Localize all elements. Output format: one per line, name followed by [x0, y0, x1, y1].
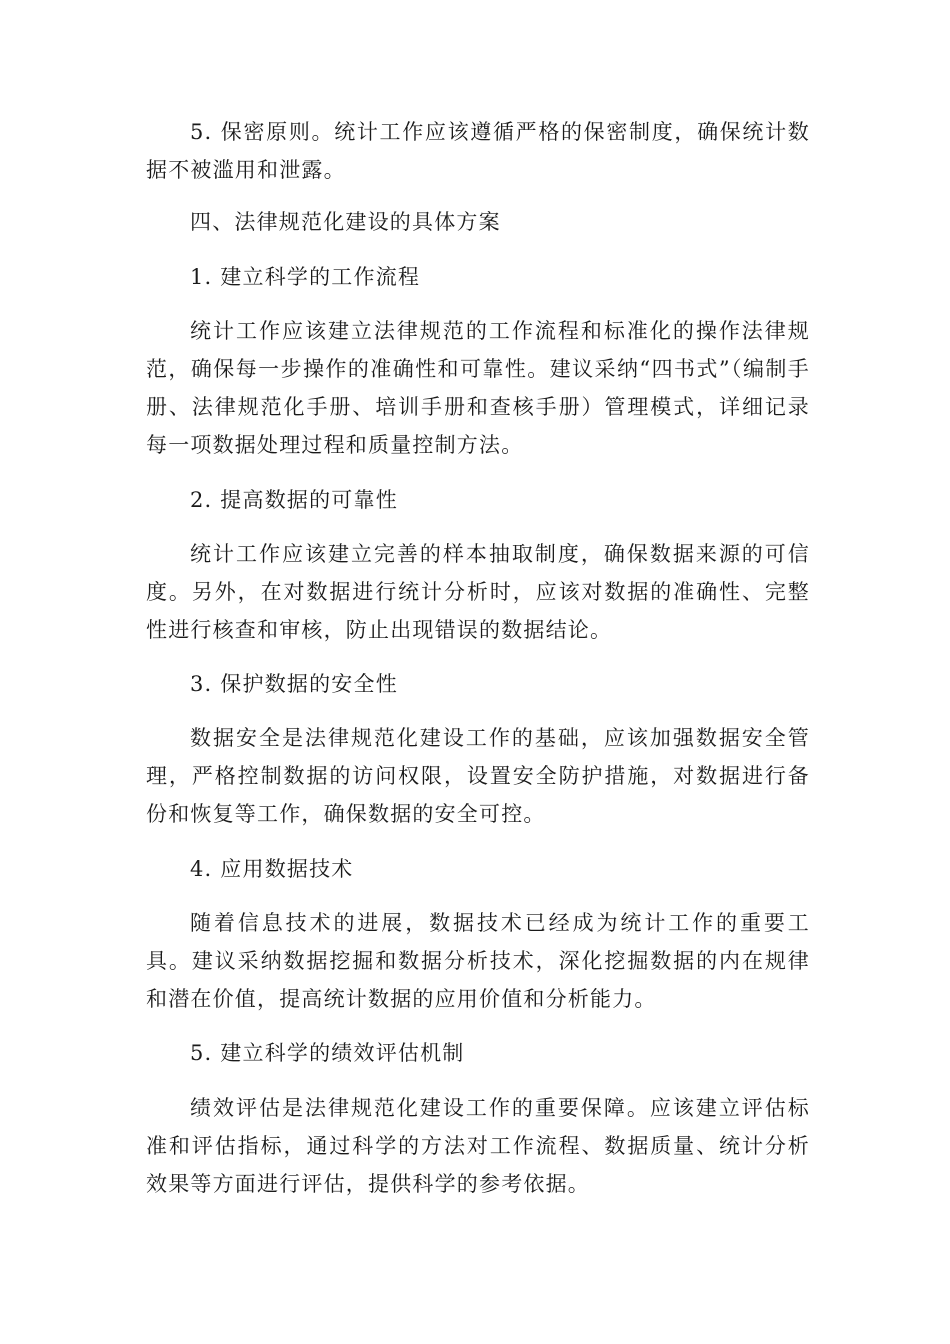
paragraph-reliability: 统计工作应该建立完善的样本抽取制度，确保数据来源的可信度。另外，在对数据进行统计分析时，应该对数据的准确性、完整性进行核查和审核，防止出现错误的数据结论。	[146, 542, 810, 642]
subheading-2: 2. 提高数据的可靠性	[190, 488, 398, 512]
subheading-3: 3. 保护数据的安全性	[190, 672, 398, 696]
subheading-1: 1. 建立科学的工作流程	[190, 265, 421, 289]
paragraph-workflow: 统计工作应该建立法律规范的工作流程和标准化的操作法律规范，确保每一步操作的准确性和可靠性。建议采纳“四书式”（编制手册、法律规范化手册、培训手册和查核手册）管理模式，详细记录每一项数据处理过程和质量控制方法。	[146, 319, 810, 457]
paragraph-data-technology: 随着信息技术的进展，数据技术已经成为统计工作的重要工具。建议采纳数据挖掘和数据分析技术，深化挖掘数据的内在规律和潜在价值，提高统计数据的应用价值和分析能力。	[146, 911, 810, 1011]
subheading-5: 5. 建立科学的绩效评估机制	[190, 1041, 465, 1065]
paragraph-performance-evaluation: 绩效评估是法律规范化建设工作的重要保障。应该建立评估标准和评估指标，通过科学的方法对工作流程、数据质量、统计分析效果等方面进行评估，提供科学的参考依据。	[146, 1096, 810, 1196]
paragraph-security: 数据安全是法律规范化建设工作的基础，应该加强数据安全管理，严格控制数据的访问权限，设置安全防护措施，对数据进行备份和恢复等工作，确保数据的安全可控。	[146, 726, 810, 826]
subheading-4: 4. 应用数据技术	[190, 857, 354, 881]
paragraph-confidentiality-principle: 5. 保密原则。统计工作应该遵循严格的保密制度，确保统计数据不被滥用和泄露。	[146, 120, 810, 182]
section-heading-4: 四、法律规范化建设的具体方案	[190, 210, 501, 234]
